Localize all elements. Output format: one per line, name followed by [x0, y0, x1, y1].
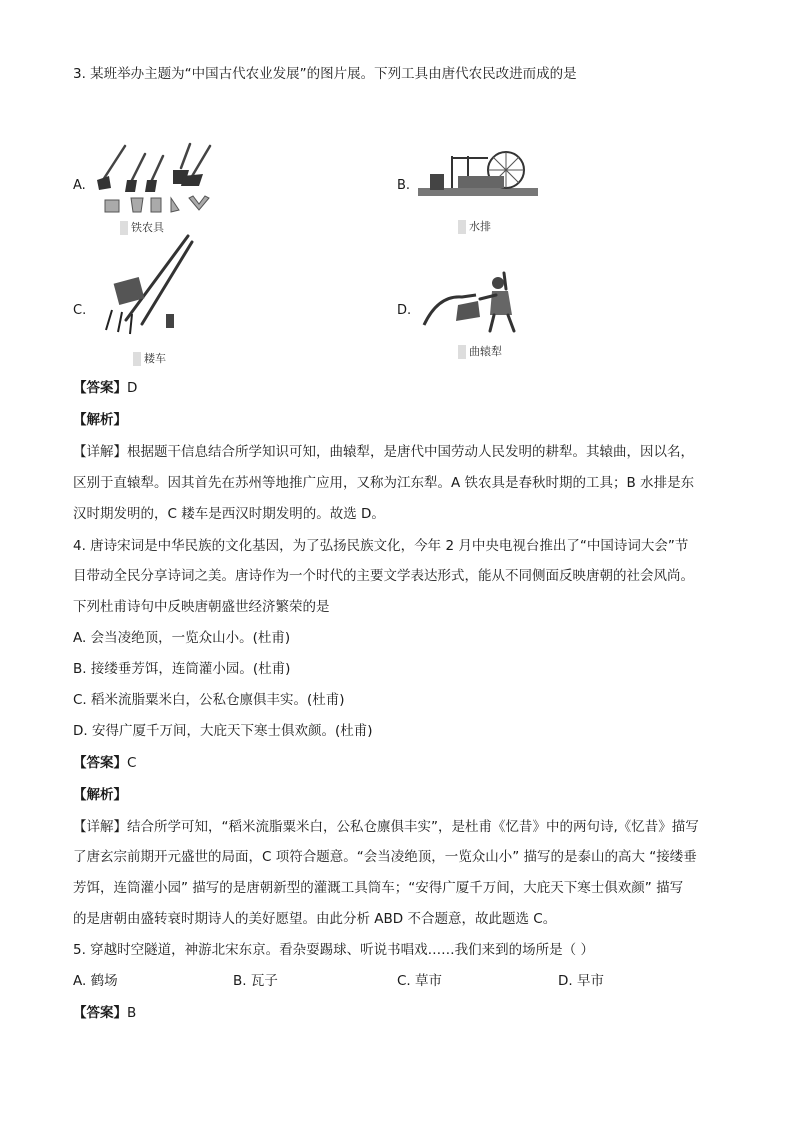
q4-detail-line-1: 【详解】结合所学可知，“稻米流脂粟米白，公私仓廪俱丰实”，是杜甫《忆昔》中的两句诗,《忆昔》描写 — [73, 819, 699, 835]
answer-label: 【答案】 — [73, 380, 127, 396]
q4-stem-line-3: 下列杜甫诗句中反映唐朝盛世经济繁荣的是 — [73, 599, 330, 615]
q5-answer — [73, 1003, 136, 1023]
answer-value: D — [127, 380, 138, 396]
q3-option-c-letter: C. — [73, 303, 87, 318]
q4-answer — [73, 753, 136, 773]
answer-value: B — [127, 1005, 137, 1021]
curved-plow-image — [418, 265, 524, 335]
q3-option-d-caption — [458, 343, 502, 359]
q4-stem-line-2: 目带动全民分享诗词之美。唐诗作为一个时代的主要文学表达形式，能从不同侧面反映唐朝的社会风尚。 — [73, 568, 694, 584]
q3-analysis-label: 【解析】 — [73, 412, 127, 428]
seed-drill-image — [96, 230, 196, 335]
q4-detail-line-2: 了唐玄宗前期开元盛世的局面，C 项符合题意。“会当凌绝顶，一览众山小” 描写的是泰山的高大 “接缕垂 — [73, 849, 697, 865]
q3-option-b-caption — [458, 218, 491, 234]
caption-text: 铁农具 — [131, 221, 164, 234]
caption-text: 曲辕犁 — [469, 345, 502, 358]
q3-detail-line-3: 汉时期发明的，C 耧车是西汉时期发明的。故选 D。 — [73, 506, 385, 522]
q3-detail-line-2: 区别于直辕犁。因其首先在苏州等地推广应用，又称为江东犁。A 铁农具是春秋时期的工具；B 水排是东 — [73, 475, 695, 491]
q4-option-a: A. 会当凌绝顶，一览众山小。(杜甫) — [73, 630, 291, 646]
q4-option-d: D. 安得广厦千万间，大庇天下寒士俱欢颜。(杜甫) — [73, 723, 373, 739]
q4-option-c: C. 稻米流脂粟米白，公私仓廪俱丰实。(杜甫) — [73, 692, 345, 708]
q5-option-d: D. 早市 — [558, 973, 604, 989]
answer-label: 【答案】 — [73, 755, 127, 771]
iron-tools-image — [95, 140, 220, 220]
q5-option-b: B. 瓦子 — [233, 973, 278, 989]
q3-answer — [73, 378, 137, 398]
q5-stem: 5. 穿越时空隧道，神游北宋东京。看杂耍踢球、听说书唱戏……我们来到的场所是（ ） — [73, 942, 594, 958]
caption-text: 耧车 — [144, 352, 166, 365]
q4-stem-line-1: 4. 唐诗宋词是中华民族的文化基因，为了弘扬民族文化，今年 2 月中央电视台推出了“中国诗词大会”节 — [73, 538, 689, 554]
q3-option-a-letter: A. — [73, 178, 86, 193]
q4-detail-line-4: 的是唐朝由盛转衰时期诗人的美好愿望。由此分析 ABD 不合题意，故此题选 C。 — [73, 911, 557, 927]
q4-option-b: B. 接缕垂芳饵，连筒灌小园。(杜甫) — [73, 661, 291, 677]
q3-option-d-letter: D. — [397, 303, 412, 318]
q3-detail-line-1: 【详解】根据题干信息结合所学知识可知，曲辕犁，是唐代中国劳动人民发明的耕犁。其辕曲，因以名， — [73, 444, 694, 460]
q4-detail-line-3: 芳饵，连筒灌小园” 描写的是唐朝新型的灌溉工具筒车；“安得广厦千万间，大庇天下寒士俱欢颜” 描写 — [73, 880, 684, 896]
q5-option-c: C. 草市 — [397, 973, 443, 989]
answer-value: C — [127, 755, 137, 771]
q3-option-b-letter: B. — [397, 178, 411, 193]
answer-label: 【答案】 — [73, 1005, 127, 1021]
q3-stem: 3. 某班举办主题为“中国古代农业发展”的图片展。下列工具由唐代农民改进而成的是 — [73, 66, 577, 82]
q5-option-a: A. 鹤场 — [73, 973, 118, 989]
caption-text: 水排 — [469, 220, 491, 233]
water-bellows-image — [418, 148, 538, 200]
q3-option-c-caption — [133, 350, 166, 366]
q4-analysis-label: 【解析】 — [73, 787, 127, 803]
